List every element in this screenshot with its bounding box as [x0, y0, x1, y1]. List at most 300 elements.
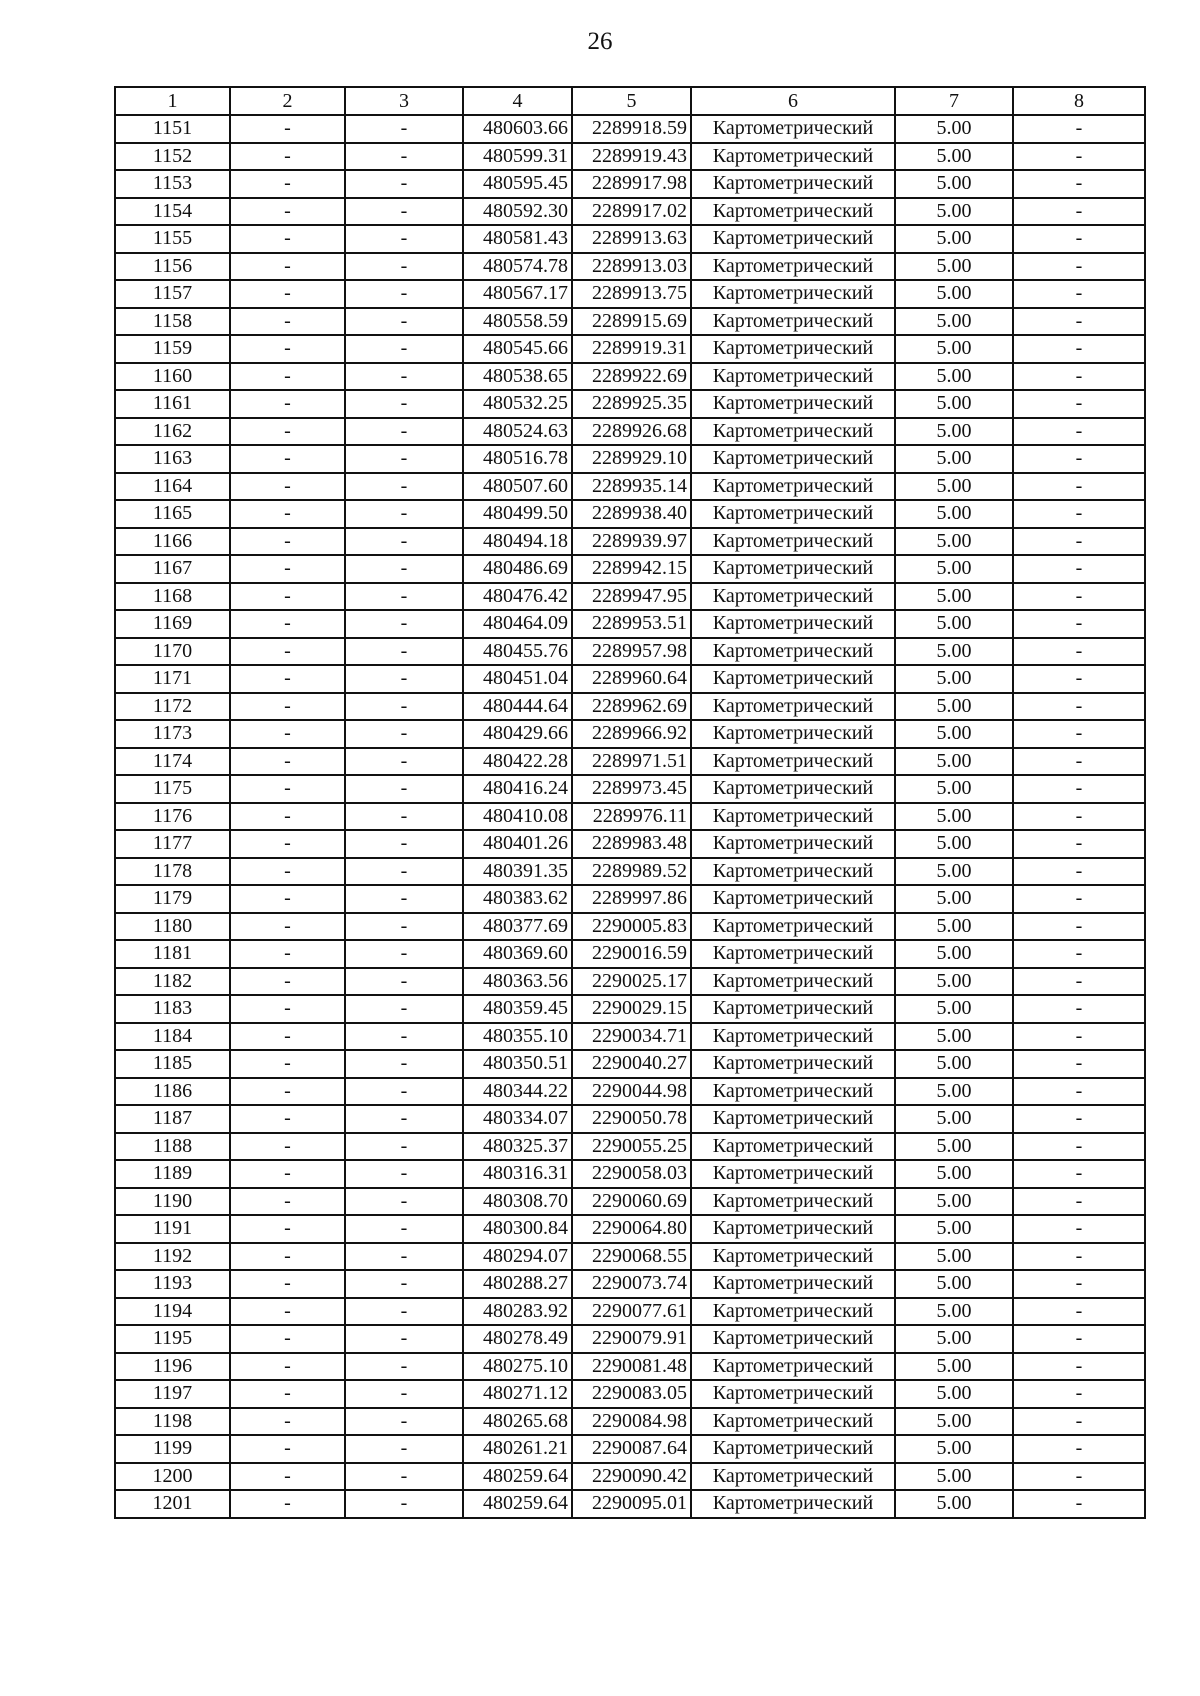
- col-8-value: -: [1013, 1243, 1145, 1271]
- accuracy: 5.00: [895, 198, 1013, 226]
- col-2-value: -: [230, 170, 345, 198]
- col-8-value: -: [1013, 1215, 1145, 1243]
- table-row: [115, 775, 1145, 803]
- table-row: [115, 940, 1145, 968]
- point-number: 1168: [115, 583, 230, 611]
- x-coordinate: 480300.84: [463, 1215, 572, 1243]
- x-coordinate: 480444.64: [463, 693, 572, 721]
- point-number: 1157: [115, 280, 230, 308]
- method: Картометрический: [691, 170, 895, 198]
- accuracy: 5.00: [895, 473, 1013, 501]
- accuracy: 5.00: [895, 390, 1013, 418]
- accuracy: 5.00: [895, 280, 1013, 308]
- y-coordinate: 2289919.43: [572, 143, 691, 171]
- col-8-value: -: [1013, 390, 1145, 418]
- table-row: [115, 1380, 1145, 1408]
- col-2-value: -: [230, 610, 345, 638]
- table-row: [115, 445, 1145, 473]
- column-header-1: 1: [115, 87, 230, 115]
- point-number: 1193: [115, 1270, 230, 1298]
- x-coordinate: 480265.68: [463, 1408, 572, 1436]
- accuracy: 5.00: [895, 1490, 1013, 1518]
- x-coordinate: 480377.69: [463, 913, 572, 941]
- point-number: 1162: [115, 418, 230, 446]
- x-coordinate: 480494.18: [463, 528, 572, 556]
- col-2-value: -: [230, 583, 345, 611]
- col-3-value: -: [345, 748, 463, 776]
- col-2-value: -: [230, 253, 345, 281]
- y-coordinate: 2290029.15: [572, 995, 691, 1023]
- y-coordinate: 2289938.40: [572, 500, 691, 528]
- table-row: [115, 1160, 1145, 1188]
- point-number: 1195: [115, 1325, 230, 1353]
- table-row: [115, 885, 1145, 913]
- x-coordinate: 480391.35: [463, 858, 572, 886]
- accuracy: 5.00: [895, 1050, 1013, 1078]
- accuracy: 5.00: [895, 170, 1013, 198]
- y-coordinate: 2290081.48: [572, 1353, 691, 1381]
- accuracy: 5.00: [895, 885, 1013, 913]
- col-3-value: -: [345, 528, 463, 556]
- table-row: [115, 968, 1145, 996]
- point-number: 1186: [115, 1078, 230, 1106]
- point-number: 1190: [115, 1188, 230, 1216]
- method: Картометрический: [691, 500, 895, 528]
- col-2-value: -: [230, 775, 345, 803]
- accuracy: 5.00: [895, 803, 1013, 831]
- method: Картометрический: [691, 583, 895, 611]
- table-row: [115, 473, 1145, 501]
- col-8-value: -: [1013, 830, 1145, 858]
- col-8-value: -: [1013, 968, 1145, 996]
- x-coordinate: 480524.63: [463, 418, 572, 446]
- accuracy: 5.00: [895, 748, 1013, 776]
- col-2-value: -: [230, 885, 345, 913]
- y-coordinate: 2289926.68: [572, 418, 691, 446]
- col-8-value: -: [1013, 885, 1145, 913]
- col-8-value: -: [1013, 555, 1145, 583]
- accuracy: 5.00: [895, 775, 1013, 803]
- col-3-value: -: [345, 445, 463, 473]
- point-number: 1176: [115, 803, 230, 831]
- table-row: [115, 418, 1145, 446]
- col-8-value: -: [1013, 775, 1145, 803]
- y-coordinate: 2289939.97: [572, 528, 691, 556]
- method: Картометрический: [691, 1078, 895, 1106]
- table-row: [115, 500, 1145, 528]
- col-2-value: -: [230, 225, 345, 253]
- table-row: [115, 1408, 1145, 1436]
- y-coordinate: 2290060.69: [572, 1188, 691, 1216]
- col-3-value: -: [345, 968, 463, 996]
- method: Картометрический: [691, 445, 895, 473]
- x-coordinate: 480603.66: [463, 115, 572, 143]
- y-coordinate: 2289976.11: [572, 803, 691, 831]
- table-row: [115, 1298, 1145, 1326]
- method: Картометрический: [691, 720, 895, 748]
- col-2-value: -: [230, 1243, 345, 1271]
- table-row: [115, 1188, 1145, 1216]
- col-3-value: -: [345, 308, 463, 336]
- col-2-value: -: [230, 1188, 345, 1216]
- col-3-value: -: [345, 253, 463, 281]
- accuracy: 5.00: [895, 1408, 1013, 1436]
- col-3-value: -: [345, 720, 463, 748]
- accuracy: 5.00: [895, 583, 1013, 611]
- method: Картометрический: [691, 885, 895, 913]
- table-row: [115, 1133, 1145, 1161]
- y-coordinate: 2289942.15: [572, 555, 691, 583]
- table-row: [115, 1215, 1145, 1243]
- point-number: 1200: [115, 1463, 230, 1491]
- x-coordinate: 480538.65: [463, 363, 572, 391]
- col-2-value: -: [230, 280, 345, 308]
- method: Картометрический: [691, 1215, 895, 1243]
- y-coordinate: 2289973.45: [572, 775, 691, 803]
- col-8-value: -: [1013, 1050, 1145, 1078]
- method: Картометрический: [691, 1463, 895, 1491]
- col-3-value: -: [345, 363, 463, 391]
- col-2-value: -: [230, 1270, 345, 1298]
- col-8-value: -: [1013, 1380, 1145, 1408]
- x-coordinate: 480507.60: [463, 473, 572, 501]
- point-number: 1185: [115, 1050, 230, 1078]
- x-coordinate: 480567.17: [463, 280, 572, 308]
- col-2-value: -: [230, 1380, 345, 1408]
- col-8-value: -: [1013, 170, 1145, 198]
- table-row: [115, 665, 1145, 693]
- col-8-value: -: [1013, 1325, 1145, 1353]
- table-row: [115, 995, 1145, 1023]
- x-coordinate: 480416.24: [463, 775, 572, 803]
- method: Картометрический: [691, 1380, 895, 1408]
- col-8-value: -: [1013, 1023, 1145, 1051]
- col-2-value: -: [230, 1050, 345, 1078]
- point-number: 1167: [115, 555, 230, 583]
- accuracy: 5.00: [895, 528, 1013, 556]
- col-2-value: -: [230, 115, 345, 143]
- x-coordinate: 480599.31: [463, 143, 572, 171]
- y-coordinate: 2289929.10: [572, 445, 691, 473]
- x-coordinate: 480486.69: [463, 555, 572, 583]
- point-number: 1156: [115, 253, 230, 281]
- method: Картометрический: [691, 748, 895, 776]
- point-number: 1166: [115, 528, 230, 556]
- col-3-value: -: [345, 638, 463, 666]
- table-row: [115, 830, 1145, 858]
- column-header-4: 4: [463, 87, 572, 115]
- col-2-value: -: [230, 665, 345, 693]
- accuracy: 5.00: [895, 1463, 1013, 1491]
- table-row: [115, 720, 1145, 748]
- point-number: 1199: [115, 1435, 230, 1463]
- accuracy: 5.00: [895, 968, 1013, 996]
- col-8-value: -: [1013, 995, 1145, 1023]
- table-row: [115, 1105, 1145, 1133]
- x-coordinate: 480410.08: [463, 803, 572, 831]
- method: Картометрический: [691, 198, 895, 226]
- point-number: 1178: [115, 858, 230, 886]
- col-3-value: -: [345, 1380, 463, 1408]
- y-coordinate: 2290064.80: [572, 1215, 691, 1243]
- col-3-value: -: [345, 115, 463, 143]
- column-header-3: 3: [345, 87, 463, 115]
- col-3-value: -: [345, 830, 463, 858]
- col-2-value: -: [230, 198, 345, 226]
- col-2-value: -: [230, 1133, 345, 1161]
- col-2-value: -: [230, 720, 345, 748]
- x-coordinate: 480476.42: [463, 583, 572, 611]
- col-3-value: -: [345, 665, 463, 693]
- x-coordinate: 480532.25: [463, 390, 572, 418]
- x-coordinate: 480350.51: [463, 1050, 572, 1078]
- x-coordinate: 480283.92: [463, 1298, 572, 1326]
- y-coordinate: 2290084.98: [572, 1408, 691, 1436]
- accuracy: 5.00: [895, 418, 1013, 446]
- point-number: 1197: [115, 1380, 230, 1408]
- accuracy: 5.00: [895, 1215, 1013, 1243]
- col-3-value: -: [345, 390, 463, 418]
- col-3-value: -: [345, 913, 463, 941]
- x-coordinate: 480261.21: [463, 1435, 572, 1463]
- col-2-value: -: [230, 473, 345, 501]
- y-coordinate: 2289913.63: [572, 225, 691, 253]
- accuracy: 5.00: [895, 1380, 1013, 1408]
- x-coordinate: 480401.26: [463, 830, 572, 858]
- x-coordinate: 480344.22: [463, 1078, 572, 1106]
- col-8-value: -: [1013, 610, 1145, 638]
- table-row: [115, 390, 1145, 418]
- point-number: 1179: [115, 885, 230, 913]
- col-3-value: -: [345, 583, 463, 611]
- col-8-value: -: [1013, 803, 1145, 831]
- col-2-value: -: [230, 1435, 345, 1463]
- method: Картометрический: [691, 1298, 895, 1326]
- col-3-value: -: [345, 1298, 463, 1326]
- accuracy: 5.00: [895, 1105, 1013, 1133]
- accuracy: 5.00: [895, 1078, 1013, 1106]
- y-coordinate: 2290044.98: [572, 1078, 691, 1106]
- method: Картометрический: [691, 335, 895, 363]
- x-coordinate: 480451.04: [463, 665, 572, 693]
- col-3-value: -: [345, 775, 463, 803]
- method: Картометрический: [691, 995, 895, 1023]
- method: Картометрический: [691, 610, 895, 638]
- col-3-value: -: [345, 555, 463, 583]
- col-2-value: -: [230, 500, 345, 528]
- accuracy: 5.00: [895, 995, 1013, 1023]
- x-coordinate: 480359.45: [463, 995, 572, 1023]
- col-8-value: -: [1013, 115, 1145, 143]
- col-8-value: -: [1013, 500, 1145, 528]
- method: Картометрический: [691, 1325, 895, 1353]
- method: Картометрический: [691, 225, 895, 253]
- y-coordinate: 2289919.31: [572, 335, 691, 363]
- y-coordinate: 2289935.14: [572, 473, 691, 501]
- point-number: 1160: [115, 363, 230, 391]
- accuracy: 5.00: [895, 115, 1013, 143]
- x-coordinate: 480275.10: [463, 1353, 572, 1381]
- x-coordinate: 480581.43: [463, 225, 572, 253]
- col-3-value: -: [345, 1353, 463, 1381]
- col-8-value: -: [1013, 1133, 1145, 1161]
- point-number: 1183: [115, 995, 230, 1023]
- x-coordinate: 480545.66: [463, 335, 572, 363]
- x-coordinate: 480595.45: [463, 170, 572, 198]
- table-row: [115, 198, 1145, 226]
- y-coordinate: 2289971.51: [572, 748, 691, 776]
- accuracy: 5.00: [895, 638, 1013, 666]
- table-row: [115, 913, 1145, 941]
- accuracy: 5.00: [895, 720, 1013, 748]
- method: Картометрический: [691, 473, 895, 501]
- x-coordinate: 480288.27: [463, 1270, 572, 1298]
- table-row: [115, 1463, 1145, 1491]
- x-coordinate: 480499.50: [463, 500, 572, 528]
- method: Картометрический: [691, 528, 895, 556]
- table-row: [115, 1435, 1145, 1463]
- col-2-value: -: [230, 748, 345, 776]
- col-2-value: -: [230, 308, 345, 336]
- x-coordinate: 480369.60: [463, 940, 572, 968]
- table-row: [115, 363, 1145, 391]
- method: Картометрический: [691, 665, 895, 693]
- col-8-value: -: [1013, 143, 1145, 171]
- col-2-value: -: [230, 363, 345, 391]
- accuracy: 5.00: [895, 830, 1013, 858]
- table-row: [115, 1050, 1145, 1078]
- y-coordinate: 2289918.59: [572, 115, 691, 143]
- col-2-value: -: [230, 1160, 345, 1188]
- col-8-value: -: [1013, 693, 1145, 721]
- x-coordinate: 480464.09: [463, 610, 572, 638]
- col-3-value: -: [345, 335, 463, 363]
- x-coordinate: 480429.66: [463, 720, 572, 748]
- col-2-value: -: [230, 1023, 345, 1051]
- col-3-value: -: [345, 198, 463, 226]
- y-coordinate: 2289962.69: [572, 693, 691, 721]
- y-coordinate: 2289922.69: [572, 363, 691, 391]
- point-number: 1155: [115, 225, 230, 253]
- col-8-value: -: [1013, 665, 1145, 693]
- x-coordinate: 480259.64: [463, 1463, 572, 1491]
- y-coordinate: 2290095.01: [572, 1490, 691, 1518]
- col-8-value: -: [1013, 1298, 1145, 1326]
- col-2-value: -: [230, 1490, 345, 1518]
- point-number: 1164: [115, 473, 230, 501]
- col-3-value: -: [345, 1490, 463, 1518]
- table-row: [115, 693, 1145, 721]
- table-row: [115, 858, 1145, 886]
- table-row: [115, 748, 1145, 776]
- col-3-value: -: [345, 1270, 463, 1298]
- col-3-value: -: [345, 1133, 463, 1161]
- method: Картометрический: [691, 1243, 895, 1271]
- y-coordinate: 2289913.03: [572, 253, 691, 281]
- accuracy: 5.00: [895, 1188, 1013, 1216]
- col-2-value: -: [230, 995, 345, 1023]
- y-coordinate: 2289989.52: [572, 858, 691, 886]
- accuracy: 5.00: [895, 363, 1013, 391]
- col-8-value: -: [1013, 225, 1145, 253]
- y-coordinate: 2290040.27: [572, 1050, 691, 1078]
- col-8-value: -: [1013, 940, 1145, 968]
- col-3-value: -: [345, 1105, 463, 1133]
- accuracy: 5.00: [895, 665, 1013, 693]
- col-8-value: -: [1013, 418, 1145, 446]
- x-coordinate: 480558.59: [463, 308, 572, 336]
- col-8-value: -: [1013, 1105, 1145, 1133]
- col-2-value: -: [230, 1215, 345, 1243]
- col-2-value: -: [230, 335, 345, 363]
- col-8-value: -: [1013, 198, 1145, 226]
- x-coordinate: 480308.70: [463, 1188, 572, 1216]
- point-number: 1173: [115, 720, 230, 748]
- x-coordinate: 480278.49: [463, 1325, 572, 1353]
- table-row: [115, 308, 1145, 336]
- page-number: 26: [587, 28, 613, 55]
- accuracy: 5.00: [895, 225, 1013, 253]
- table-row: [115, 638, 1145, 666]
- col-3-value: -: [345, 500, 463, 528]
- y-coordinate: 2289983.48: [572, 830, 691, 858]
- accuracy: 5.00: [895, 1243, 1013, 1271]
- method: Картометрический: [691, 775, 895, 803]
- col-3-value: -: [345, 1050, 463, 1078]
- accuracy: 5.00: [895, 500, 1013, 528]
- x-coordinate: 480574.78: [463, 253, 572, 281]
- y-coordinate: 2290025.17: [572, 968, 691, 996]
- col-8-value: -: [1013, 335, 1145, 363]
- col-3-value: -: [345, 280, 463, 308]
- col-8-value: -: [1013, 1435, 1145, 1463]
- col-8-value: -: [1013, 583, 1145, 611]
- point-number: 1188: [115, 1133, 230, 1161]
- accuracy: 5.00: [895, 1325, 1013, 1353]
- x-coordinate: 480259.64: [463, 1490, 572, 1518]
- point-number: 1192: [115, 1243, 230, 1271]
- col-8-value: -: [1013, 1490, 1145, 1518]
- y-coordinate: 2289966.92: [572, 720, 691, 748]
- method: Картометрический: [691, 858, 895, 886]
- accuracy: 5.00: [895, 913, 1013, 941]
- col-8-value: -: [1013, 1160, 1145, 1188]
- method: Картометрический: [691, 1353, 895, 1381]
- col-3-value: -: [345, 610, 463, 638]
- col-2-value: -: [230, 638, 345, 666]
- table-row: [115, 528, 1145, 556]
- y-coordinate: 2290073.74: [572, 1270, 691, 1298]
- col-3-value: -: [345, 473, 463, 501]
- point-number: 1180: [115, 913, 230, 941]
- col-8-value: -: [1013, 363, 1145, 391]
- col-2-value: -: [230, 143, 345, 171]
- col-8-value: -: [1013, 308, 1145, 336]
- x-coordinate: 480455.76: [463, 638, 572, 666]
- column-header-8: 8: [1013, 87, 1145, 115]
- method: Картометрический: [691, 830, 895, 858]
- y-coordinate: 2289960.64: [572, 665, 691, 693]
- col-3-value: -: [345, 1188, 463, 1216]
- point-number: 1198: [115, 1408, 230, 1436]
- table-row: [115, 115, 1145, 143]
- col-3-value: -: [345, 885, 463, 913]
- col-2-value: -: [230, 830, 345, 858]
- col-8-value: -: [1013, 1270, 1145, 1298]
- point-number: 1161: [115, 390, 230, 418]
- col-2-value: -: [230, 445, 345, 473]
- point-number: 1184: [115, 1023, 230, 1051]
